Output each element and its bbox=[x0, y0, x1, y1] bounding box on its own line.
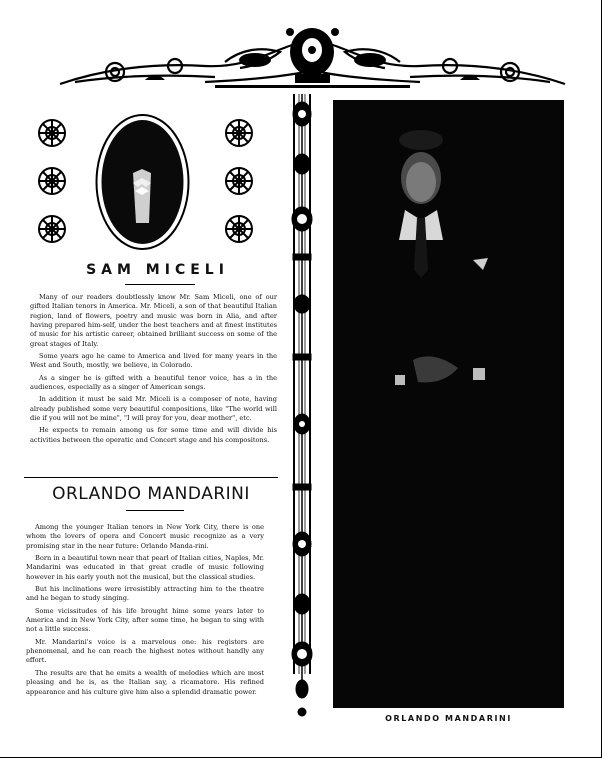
article-paragraph: But his inclinations were irresistibly attracting him to the theatre and he began to study singing. bbox=[26, 585, 264, 603]
article-body-sam-miceli bbox=[30, 293, 277, 448]
photo-caption: ORLANDO MANDARINI bbox=[385, 714, 512, 723]
section-divider-rule bbox=[24, 477, 278, 478]
article-paragraph: Among the younger Italian tenors in New York City, there is one whom the lovers of opera and Concert music recognize as a very promising star in the near future: Orlando Manda-rini. bbox=[26, 523, 264, 550]
header-ornament bbox=[55, 22, 570, 92]
article-paragraph: The results are that he emits a wealth of melodies which are most pleasing and he is, as the Italian say, a ricamatore. His refined appearance and his culture give him also a splendid dramatic power. bbox=[26, 668, 264, 696]
article-body-orlando-mandarini bbox=[26, 523, 264, 700]
rosette-ornament-icon bbox=[223, 117, 255, 149]
article-paragraph: He expects to remain among us for some time and will divide his activities between the operatic and Concert stage and his compositons. bbox=[30, 426, 277, 444]
rosette-column-left bbox=[36, 117, 70, 261]
article-paragraph: In addition it must be said Mr. Miceli is a composer of note, having already published some very beautiful compositions, like "The world will die if you will not be mine", "I will pray for you, dear mother", etc. bbox=[30, 395, 277, 423]
article-title-sam-miceli: SAM MICELI bbox=[86, 262, 229, 278]
portrait-photo-orlando-mandarini bbox=[333, 100, 564, 708]
rosette-ornament-icon bbox=[36, 165, 68, 197]
portrait-photo-sam-miceli bbox=[95, 113, 190, 251]
title-underline bbox=[125, 284, 195, 285]
article-paragraph: Mr. Mandarini's voice is a marvelous one: his registers are phenomenal, and he can reach the highest notes without handly any effort. bbox=[26, 637, 264, 665]
rosette-ornament-icon bbox=[36, 213, 68, 245]
rosette-ornament-icon bbox=[36, 117, 68, 149]
title-underline bbox=[126, 510, 184, 511]
rosette-column-right bbox=[223, 117, 257, 261]
vertical-divider-ornament bbox=[287, 94, 317, 719]
rosette-ornament-icon bbox=[223, 213, 255, 245]
rosette-ornament-icon bbox=[223, 165, 255, 197]
article-paragraph: As a singer he is gifted with a beautiful tenor voice, has a in the audiences, especially as a singer of American songs. bbox=[30, 373, 277, 392]
article-paragraph: Some years ago he came to America and lived for many years in the West and South, mostly, we believe, in Colorado. bbox=[30, 352, 277, 370]
article-paragraph: Some vicissitudes of his life brought hime some years later to America and in New York City, after some time, he began to sing with not a little success. bbox=[26, 606, 264, 634]
article-paragraph: Born in a beautiful town near that pearl of Italian cities, Naples, Mr. Mandarini was educated in that great cradle of music following however in his early youth not the musical, but the classical studies. bbox=[26, 554, 264, 581]
article-title-orlando-mandarini: ORLANDO MANDARINI bbox=[52, 484, 250, 504]
article-paragraph: Many of our readers doubtlessly know Mr. Sam Miceli, one of our gifted Italian tenors in America. Mr. Miceli, a son of that beautiful Italian region, land of flowers, poetry and music was born in Alia, and after having prepared him-self, under the best teachers and at finest institutes of music for his artistic career, obtained brilliant success on some of the great stages of Italy. bbox=[30, 293, 277, 348]
